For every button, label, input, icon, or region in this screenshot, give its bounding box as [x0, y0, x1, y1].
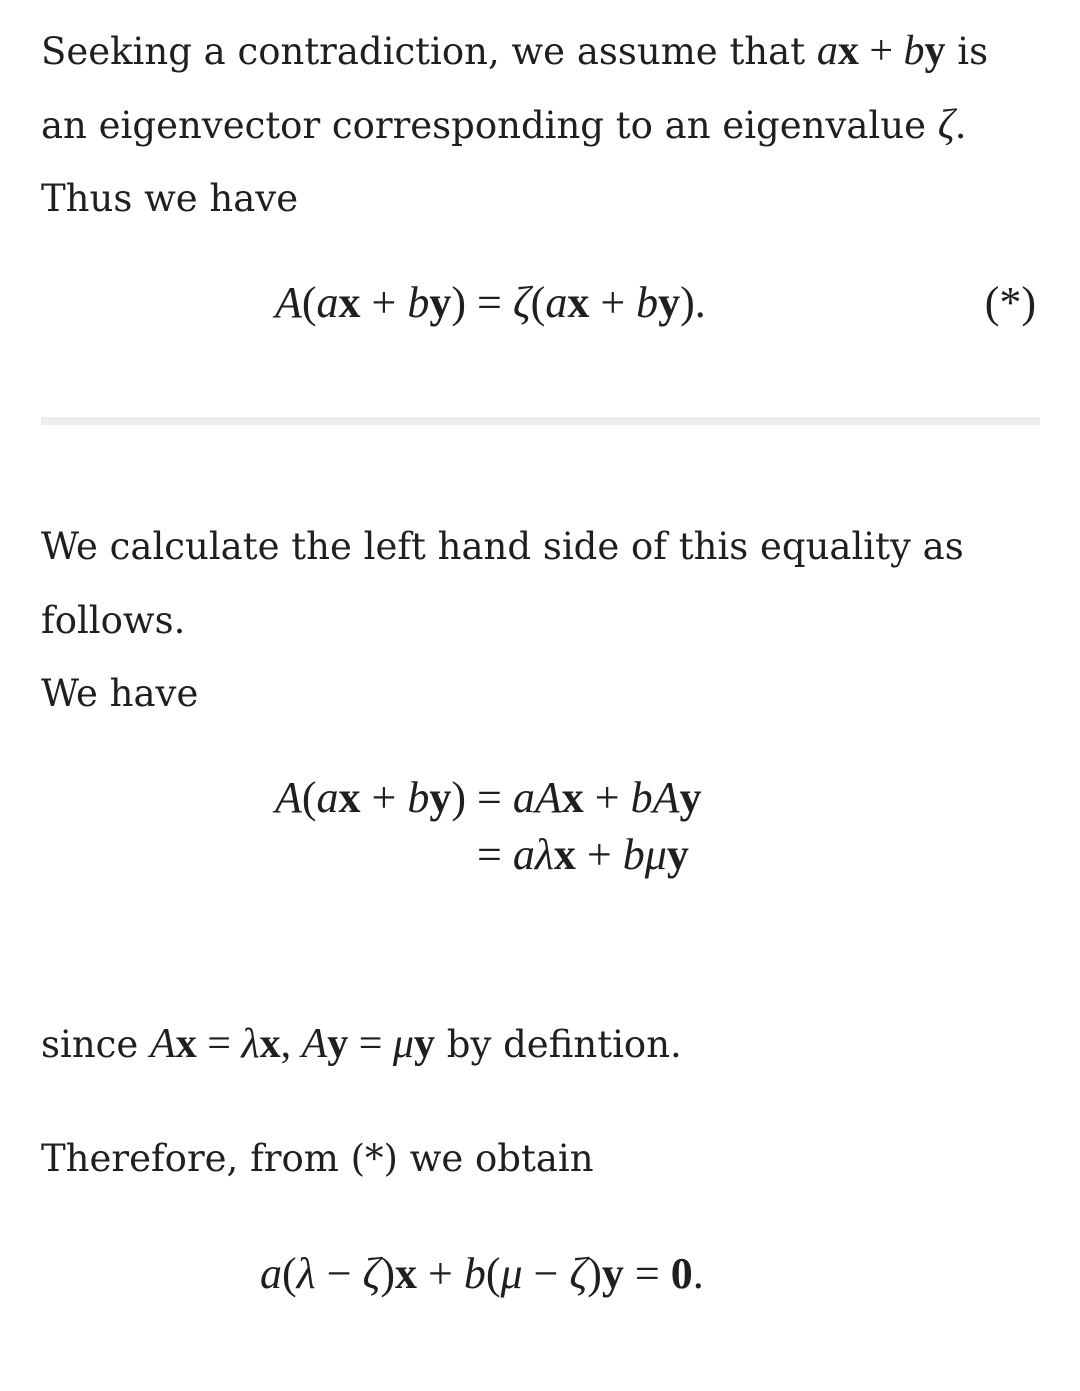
equation-1: A(ax + by) = ζ(ax + by). [275, 278, 706, 327]
eq2-row1-lhs: A(ax + by) [275, 773, 467, 822]
eq2-row2-rhs: = aλx + bμy [466, 830, 689, 879]
paragraph-line [41, 1007, 682, 1082]
equation-2 [275, 772, 701, 880]
math-inline: ζ [937, 102, 955, 148]
text: by defintion. [435, 1023, 682, 1066]
text: . [954, 104, 967, 147]
paragraph-line: We have [41, 672, 199, 715]
paragraph-line: follows. [41, 599, 186, 642]
paragraph-line: We calculate the left hand side of this equality as [41, 525, 964, 568]
divider [41, 417, 1040, 425]
text: Seeking a contradiction, we assume that [41, 30, 817, 73]
text: is [945, 30, 989, 73]
math-inline: Ax = λx, Ay = μy [150, 1021, 436, 1067]
eq2-row1-rhs: = aAx + bAy [466, 773, 702, 822]
math-inline: ax + by [816, 28, 946, 74]
paragraph-line [41, 14, 988, 89]
text: an eigenvector corresponding to an eigenvalue [41, 104, 938, 147]
paragraph-line: Therefore, from (*) we obtain [41, 1137, 594, 1180]
equation-3: a(λ − ζ)x + b(μ − ζ)y = 0. [260, 1249, 704, 1298]
eq2-row2-lhs [275, 829, 466, 880]
equation-tag: (*) [984, 278, 1036, 327]
paragraph-line [41, 88, 967, 163]
paragraph-line: Thus we have [41, 177, 299, 220]
text: since [41, 1023, 151, 1066]
